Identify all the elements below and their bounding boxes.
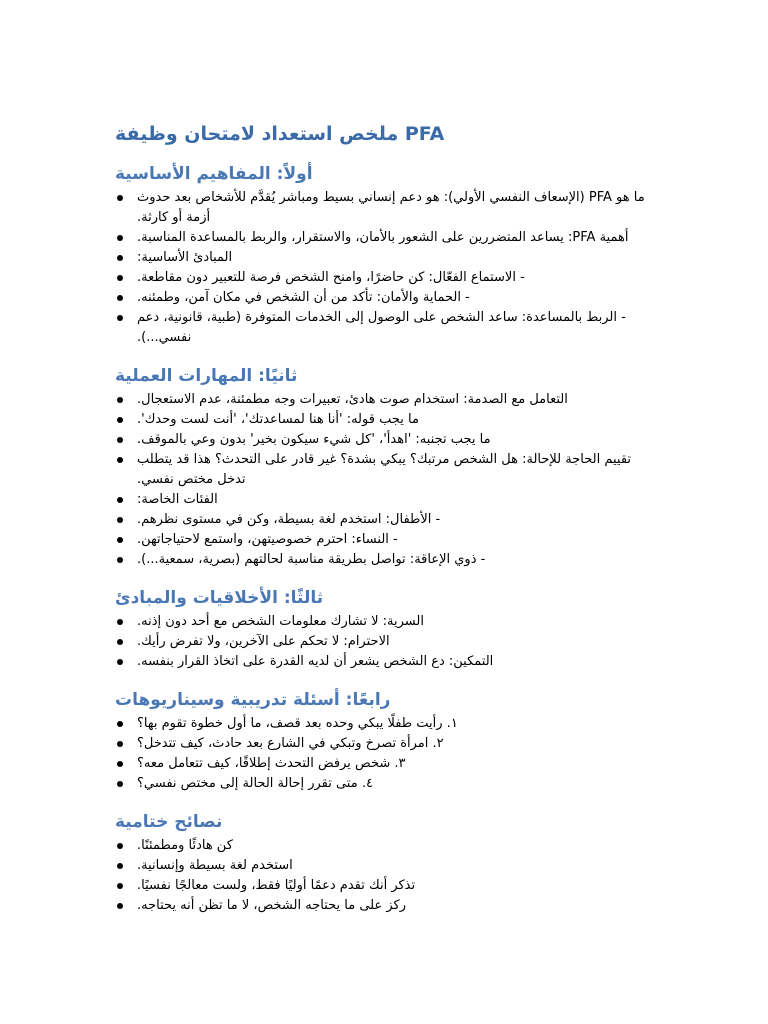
list-item-text: تذكر أنك تقدم دعمًا أوليًا فقط، ولست معالجًا نفسيًا.	[137, 878, 416, 893]
bullet-icon	[117, 537, 123, 543]
list-item-text: ما هو PFA (الإسعاف النفسي الأولي): هو دعم إنساني بسيط ومباشر يُقدَّم للأشخاص بعد حدوث أزمة أو كارثة.	[137, 190, 645, 225]
bullet-icon	[117, 903, 123, 909]
bullet-icon	[117, 457, 123, 463]
list-item-text: - الربط بالمساعدة: ساعد الشخص على الوصول إلى الخدمات المتوفرة (طبية، قانونية، دعم نفسي...).	[137, 310, 626, 345]
bullet-list	[115, 390, 655, 570]
bullet-icon	[117, 417, 123, 423]
bullet-icon	[117, 843, 123, 849]
bullet-list	[115, 612, 655, 672]
list-item-text: الاحترام: لا تحكم على الآخرين، ولا تفرض رأيك.	[137, 634, 390, 649]
list-item-text: تقييم الحاجة للإحالة: هل الشخص مرتبك؟ يبكي بشدة؟ غير قادر على التحدث؟ هذا قد يتطلب تدخل مختص نفسي.	[137, 452, 632, 487]
list-item-text: أهمية PFA: يساعد المتضررين على الشعور بالأمان، والاستقرار، والربط بالمساعدة المناسبة.	[137, 230, 629, 245]
list-item-text: ما يجب قوله: 'أنا هنا لمساعدتك'، 'أنت لست وحدك'.	[137, 412, 419, 427]
list-item	[115, 390, 655, 410]
bullet-icon	[117, 397, 123, 403]
list-item	[115, 896, 655, 916]
list-item	[115, 490, 655, 510]
bullet-list	[115, 188, 655, 348]
list-item	[115, 550, 655, 570]
list-item-text: - الحماية والأمان: تأكد من أن الشخص في مكان آمن، وطمئنه.	[137, 290, 470, 305]
list-item	[115, 876, 655, 896]
bullet-icon	[117, 255, 123, 261]
list-item	[115, 714, 655, 734]
list-item-text: المبادئ الأساسية:	[137, 250, 233, 265]
bullet-list	[115, 714, 655, 794]
section-heading: أولاً: المفاهيم الأساسية	[115, 164, 313, 184]
bullet-icon	[117, 781, 123, 787]
list-item	[115, 268, 655, 288]
section-heading: رابعًا: أسئلة تدريبية وسيناريوهات	[115, 690, 391, 710]
list-item	[115, 734, 655, 754]
section-basic-concepts	[115, 162, 655, 348]
list-item	[115, 652, 655, 672]
section-heading: ثالثًا: الأخلاقيات والمبادئ	[115, 588, 324, 608]
bullet-icon	[117, 437, 123, 443]
list-item	[115, 228, 655, 248]
bullet-icon	[117, 863, 123, 869]
bullet-icon	[117, 315, 123, 321]
bullet-icon	[117, 741, 123, 747]
document-title: ملخص استعداد لامتحان وظيفة PFA	[115, 123, 445, 145]
list-item	[115, 308, 655, 348]
document-page	[115, 120, 655, 932]
list-item	[115, 754, 655, 774]
list-item-text: التعامل مع الصدمة: استخدام صوت هادئ، تعبيرات وجه مطمئنة، عدم الاستعجال.	[137, 392, 568, 407]
bullet-icon	[117, 557, 123, 563]
bullet-icon	[117, 721, 123, 727]
list-item	[115, 612, 655, 632]
list-item-text: - النساء: احترم خصوصيتهن، واستمع لاحتياجاتهن.	[137, 532, 398, 547]
list-item	[115, 450, 655, 490]
bullet-icon	[117, 497, 123, 503]
list-item-text: ركز على ما يحتاجه الشخص، لا ما تظن أنه يحتاجه.	[137, 898, 406, 913]
list-item-text: - ذوي الإعاقة: تواصل بطريقة مناسبة لحالتهم (بصرية، سمعية...).	[137, 552, 486, 567]
bullet-icon	[117, 235, 123, 241]
bullet-icon	[117, 295, 123, 301]
list-item-text: كن هادئًا ومطمئنًا.	[137, 838, 233, 853]
bullet-icon	[117, 275, 123, 281]
list-item-text: السرية: لا تشارك معلومات الشخص مع أحد دون إذنه.	[137, 614, 424, 629]
list-item-text: ٢. امرأة تصرخ وتبكي في الشارع بعد حادث، كيف تتدخل؟	[137, 736, 444, 751]
bullet-icon	[117, 517, 123, 523]
list-item	[115, 856, 655, 876]
list-item	[115, 430, 655, 450]
list-item	[115, 632, 655, 652]
list-item	[115, 836, 655, 856]
bullet-icon	[117, 195, 123, 201]
bullet-list	[115, 836, 655, 916]
list-item-text: التمكين: دع الشخص يشعر أن لديه القدرة على اتخاذ القرار بنفسه.	[137, 654, 494, 669]
bullet-icon	[117, 659, 123, 665]
section-training-questions	[115, 688, 655, 794]
list-item-text: ٣. شخص يرفض التحدث إطلاقًا، كيف تتعامل معه؟	[137, 756, 406, 771]
section-ethics	[115, 586, 655, 672]
bullet-icon	[117, 883, 123, 889]
list-item-text: - الاستماع الفعّال: كن حاضرًا، وامنح الشخص فرصة للتعبير دون مقاطعة.	[137, 270, 525, 285]
list-item-text: - الأطفال: استخدم لغة بسيطة، وكن في مستوى نظرهم.	[137, 512, 441, 527]
section-final-tips	[115, 810, 655, 916]
list-item-text: الفئات الخاصة:	[137, 492, 218, 507]
section-practical-skills	[115, 364, 655, 570]
section-heading: نصائح ختامية	[115, 812, 223, 832]
list-item	[115, 188, 655, 228]
bullet-icon	[117, 639, 123, 645]
list-item-text: ما يجب تجنبه: 'اهدأ'، 'كل شيء سيكون بخير' بدون وعي بالموقف.	[137, 432, 491, 447]
list-item-text: ١. رأيت طفلًا يبكي وحده بعد قصف، ما أول خطوة تقوم بها؟	[137, 716, 458, 731]
list-item	[115, 530, 655, 550]
list-item-text: ٤. متى تقرر إحالة الحالة إلى مختص نفسي؟	[137, 776, 373, 791]
list-item-text: استخدم لغة بسيطة وإنسانية.	[137, 858, 293, 873]
bullet-icon	[117, 619, 123, 625]
list-item	[115, 248, 655, 268]
section-heading: ثانيًا: المهارات العملية	[115, 366, 298, 386]
list-item	[115, 774, 655, 794]
bullet-icon	[117, 761, 123, 767]
list-item	[115, 288, 655, 308]
list-item	[115, 510, 655, 530]
list-item	[115, 410, 655, 430]
